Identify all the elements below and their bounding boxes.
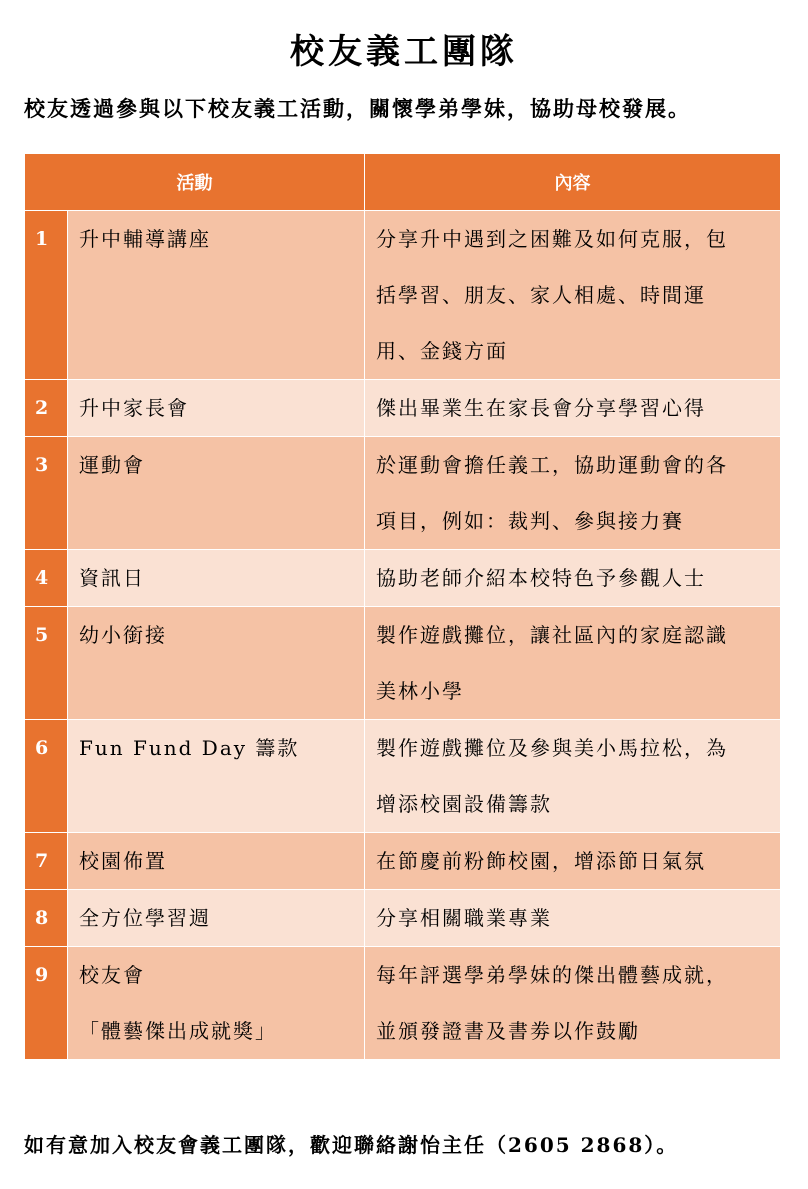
activity-cell — [68, 607, 365, 720]
content-line: 用、金錢方面 — [376, 339, 508, 363]
table-row — [25, 380, 781, 437]
content-cell — [365, 550, 781, 607]
page-title: 校友義工團隊 — [290, 32, 518, 72]
table-row — [25, 607, 781, 720]
activity-line: 資訊日 — [79, 566, 145, 590]
table-row — [25, 550, 781, 607]
activity-line: 升中輔導講座 — [79, 227, 211, 251]
content-cell — [365, 380, 781, 437]
table-body — [25, 211, 781, 1060]
row-number: 5 — [25, 607, 68, 720]
content-cell — [365, 211, 781, 380]
activity-cell — [68, 947, 365, 1060]
content-line: 傑出畢業生在家長會分享學習心得 — [376, 396, 706, 420]
content-line: 分享升中遇到之困難及如何克服，包 — [376, 227, 728, 251]
content-line: 括學習、朋友、家人相處、時間運 — [376, 283, 706, 307]
activity-line: 「體藝傑出成就獎」 — [79, 1019, 277, 1043]
header-content: 內容 — [365, 154, 781, 211]
table-header-row — [25, 154, 781, 211]
activity-table — [24, 154, 781, 1060]
activity-line: 幼小銜接 — [79, 623, 167, 647]
activity-cell — [68, 380, 365, 437]
row-number: 7 — [25, 833, 68, 890]
content-line: 製作遊戲攤位，讓社區內的家庭認識 — [376, 623, 728, 647]
activity-cell — [68, 720, 365, 833]
row-number: 2 — [25, 380, 68, 437]
activity-cell — [68, 550, 365, 607]
activity-cell — [68, 211, 365, 380]
content-line: 增添校園設備籌款 — [376, 792, 552, 816]
contact-footer: 如有意加入校友會義工團隊，歡迎聯絡謝怡主任（2605 2868）。 — [24, 1133, 679, 1157]
activity-line: 全方位學習週 — [79, 906, 211, 930]
activity-cell — [68, 437, 365, 550]
content-line: 在節慶前粉飾校園，增添節日氣氛 — [376, 849, 706, 873]
activity-line: 升中家長會 — [79, 396, 189, 420]
content-line: 美林小學 — [376, 679, 464, 703]
content-cell — [365, 947, 781, 1060]
content-line: 項目，例如：裁判、參與接力賽 — [376, 509, 684, 533]
table-row — [25, 437, 781, 550]
content-cell — [365, 833, 781, 890]
table-row — [25, 833, 781, 890]
activity-line: 運動會 — [79, 453, 145, 477]
row-number: 3 — [25, 437, 68, 550]
content-line: 製作遊戲攤位及參與美小馬拉松，為 — [376, 736, 728, 760]
row-number: 1 — [25, 211, 68, 380]
content-cell — [365, 720, 781, 833]
content-line: 分享相關職業專業 — [376, 906, 552, 930]
activity-line: 校園佈置 — [79, 849, 167, 873]
content-cell — [365, 437, 781, 550]
table-row — [25, 890, 781, 947]
content-cell — [365, 890, 781, 947]
activity-cell — [68, 890, 365, 947]
content-line: 於運動會擔任義工，協助運動會的各 — [376, 453, 728, 477]
activity-line: 校友會 — [79, 963, 145, 987]
content-line: 協助老師介紹本校特色予參觀人士 — [376, 566, 706, 590]
intro-text: 校友透過參與以下校友義工活動，關懷學弟學妹，協助母校發展。 — [24, 96, 691, 121]
content-line: 並頒發證書及書劵以作鼓勵 — [376, 1019, 640, 1043]
row-number: 6 — [25, 720, 68, 833]
table-row — [25, 211, 781, 380]
header-activity: 活動 — [25, 154, 365, 211]
table-row — [25, 720, 781, 833]
row-number: 4 — [25, 550, 68, 607]
table-row — [25, 947, 781, 1060]
content-line: 每年評選學弟學妹的傑出體藝成就， — [376, 963, 728, 987]
activity-line: Fun Fund Day 籌款 — [79, 736, 300, 760]
row-number: 9 — [25, 947, 68, 1060]
activity-cell — [68, 833, 365, 890]
row-number: 8 — [25, 890, 68, 947]
content-cell — [365, 607, 781, 720]
